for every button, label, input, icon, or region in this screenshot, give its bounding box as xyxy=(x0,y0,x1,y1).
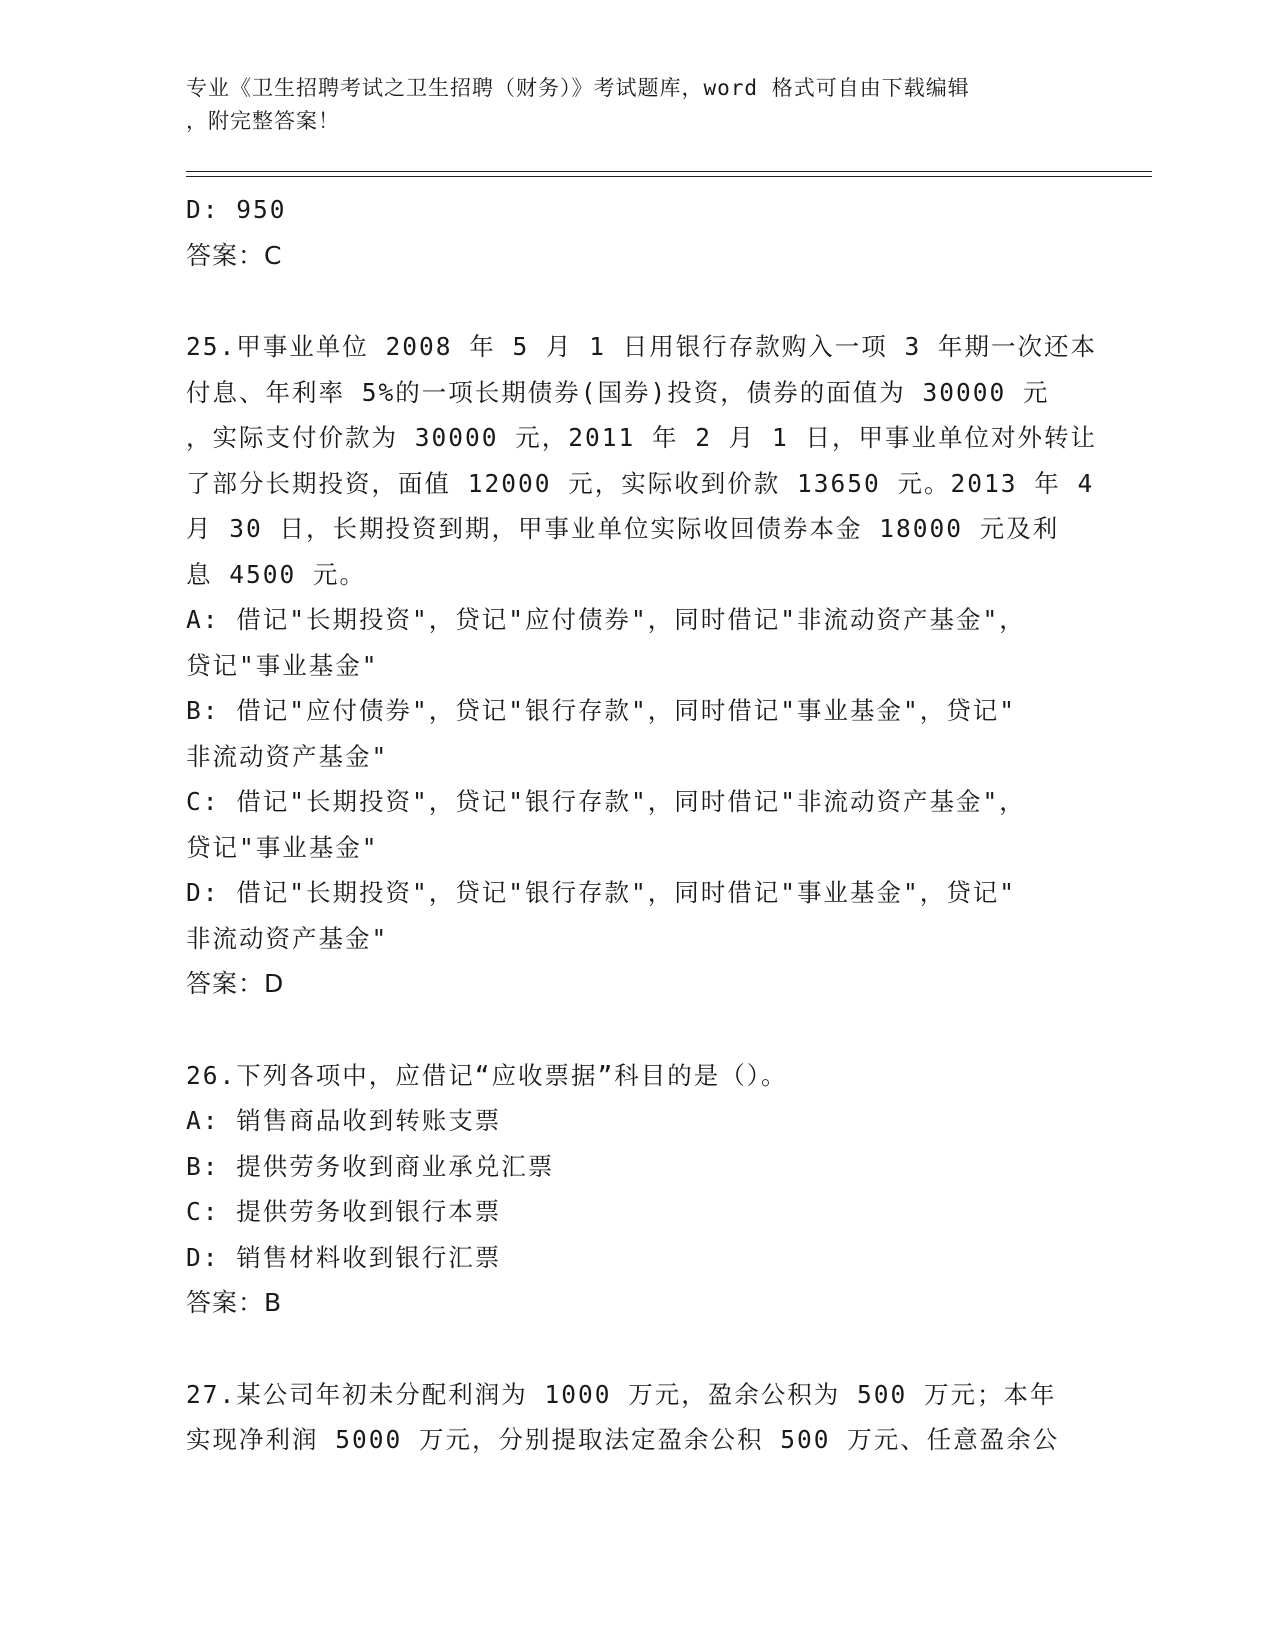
q25-option-b: B: 借记"应付债券"，贷记"银行存款"，同时借记"事业基金"，贷记" xyxy=(186,696,1016,725)
q25-option-c-cont: 贷记"事业基金" xyxy=(186,832,379,862)
q26-option-b: B: 提供劳务收到商业承兑汇票 xyxy=(186,1151,555,1181)
header-rule-bottom xyxy=(186,176,1152,177)
question-27 xyxy=(186,1372,1086,1463)
question-content xyxy=(186,187,1098,1463)
spacer xyxy=(186,1007,1086,1053)
q25-option-c: C: 借记"长期投资"，贷记"银行存款"，同时借记"非流动资产基金"， xyxy=(186,787,1026,816)
prev-answer: 答案：C xyxy=(186,240,283,270)
q25-stem-line: 月 30 日，长期投资到期，甲事业单位实际收回债券本金 18000 元及利 xyxy=(186,514,1060,543)
q26-option-d: D: 销售材料收到银行汇票 xyxy=(186,1242,502,1272)
q25-option-d-cont: 非流动资产基金" xyxy=(186,923,389,953)
question-25 xyxy=(186,324,1098,1007)
q26-option-c: C: 提供劳务收到银行本票 xyxy=(186,1197,502,1226)
question-26 xyxy=(186,1053,1086,1326)
q25-option-a: A: 借记"长期投资"，贷记"应付债券"，同时借记"非流动资产基金"， xyxy=(186,605,1026,634)
q26-option-a: A: 销售商品收到转账支票 xyxy=(186,1106,502,1135)
header-line-2: ，附完整答案！ xyxy=(186,109,340,133)
spacer xyxy=(186,278,1086,324)
q27-stem-line: 27.某公司年初未分配利润为 1000 万元，盈余公积为 500 万元；本年 xyxy=(186,1379,1057,1409)
q25-option-a-cont: 贷记"事业基金" xyxy=(186,650,379,680)
spacer xyxy=(186,1326,1086,1372)
q25-stem-line: 息 4500 元。 xyxy=(186,559,367,589)
document-header xyxy=(186,72,1066,138)
q26-stem: 26.下列各项中，应借记“应收票据”科目的是（）。 xyxy=(186,1060,788,1090)
q26-answer: 答案：B xyxy=(186,1288,283,1317)
q25-answer: 答案：D xyxy=(186,969,285,998)
q25-option-d: D: 借记"长期投资"，贷记"银行存款"，同时借记"事业基金"，贷记" xyxy=(186,878,1016,907)
q25-stem-line: 了部分长期投资，面值 12000 元，实际收到价款 13650 元。2013 年 4 xyxy=(186,468,1095,498)
prev-option-d: D: 950 xyxy=(186,195,287,224)
q25-stem-line: 付息、年利率 5%的一项长期债券(国券)投资，债券的面值为 30000 元 xyxy=(186,377,1050,407)
q25-option-b-cont: 非流动资产基金" xyxy=(186,741,389,771)
q27-stem-line: 实现净利润 5000 万元，分别提取法定盈余公积 500 万元、任意盈余公 xyxy=(186,1425,1060,1454)
q25-stem-line: ，实际支付价款为 30000 元，2011 年 2 月 1 日，甲事业单位对外转让 xyxy=(186,423,1098,452)
q25-stem-line: 25.甲事业单位 2008 年 5 月 1 日用银行存款购入一项 3 年期一次还本 xyxy=(186,332,1098,361)
header-rule-top xyxy=(186,171,1152,172)
header-line-1: 专业《卫生招聘考试之卫生招聘（财务）》考试题库，word 格式可自由下载编辑 xyxy=(186,76,970,100)
